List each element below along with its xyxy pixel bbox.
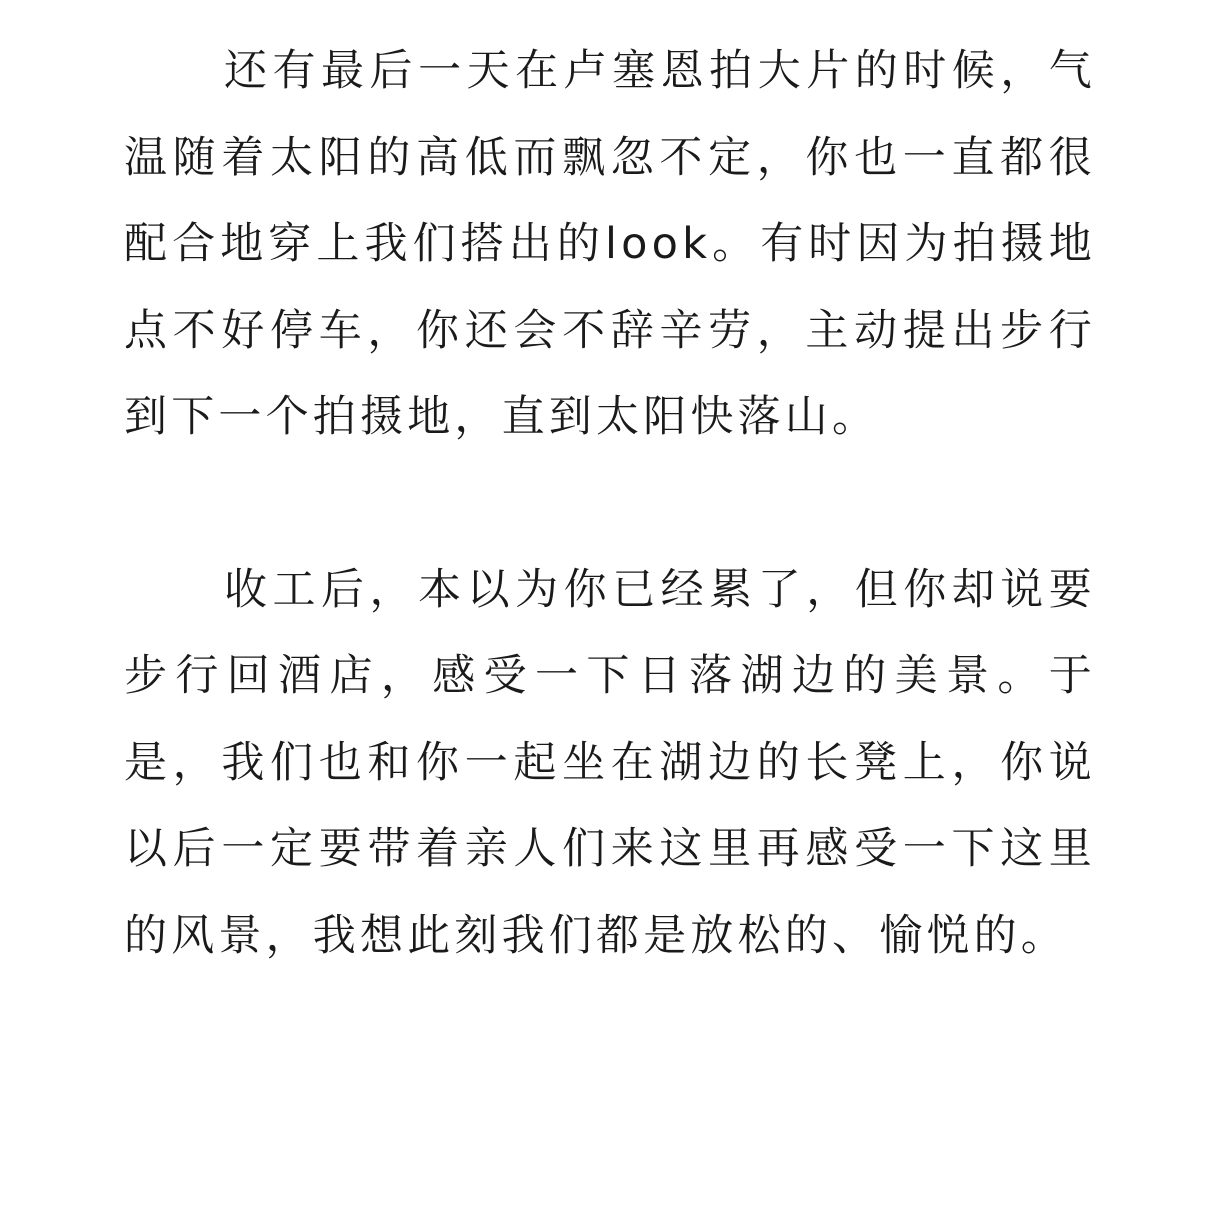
article-body (124, 28, 1096, 979)
paragraph-2: 收工后，本以为你已经累了，但你却说要步行回酒店，感受一下日落湖边的美景。于是，我们也和你一起坐在湖边的长凳上，你说以后一定要带着亲人们来这里再感受一下这里的风景，我想此刻我们都是放松的、愉悦的。 (124, 564, 1096, 961)
paragraph-1: 还有最后一天在卢塞恩拍大片的时候，气温随着太阳的高低而飘忽不定，你也一直都很配合地穿上我们搭出的look。有时因为拍摄地点不好停车，你还会不辞辛劳，主动提出步行到下一个拍摄地，直到太阳快落山。 (124, 46, 1096, 442)
